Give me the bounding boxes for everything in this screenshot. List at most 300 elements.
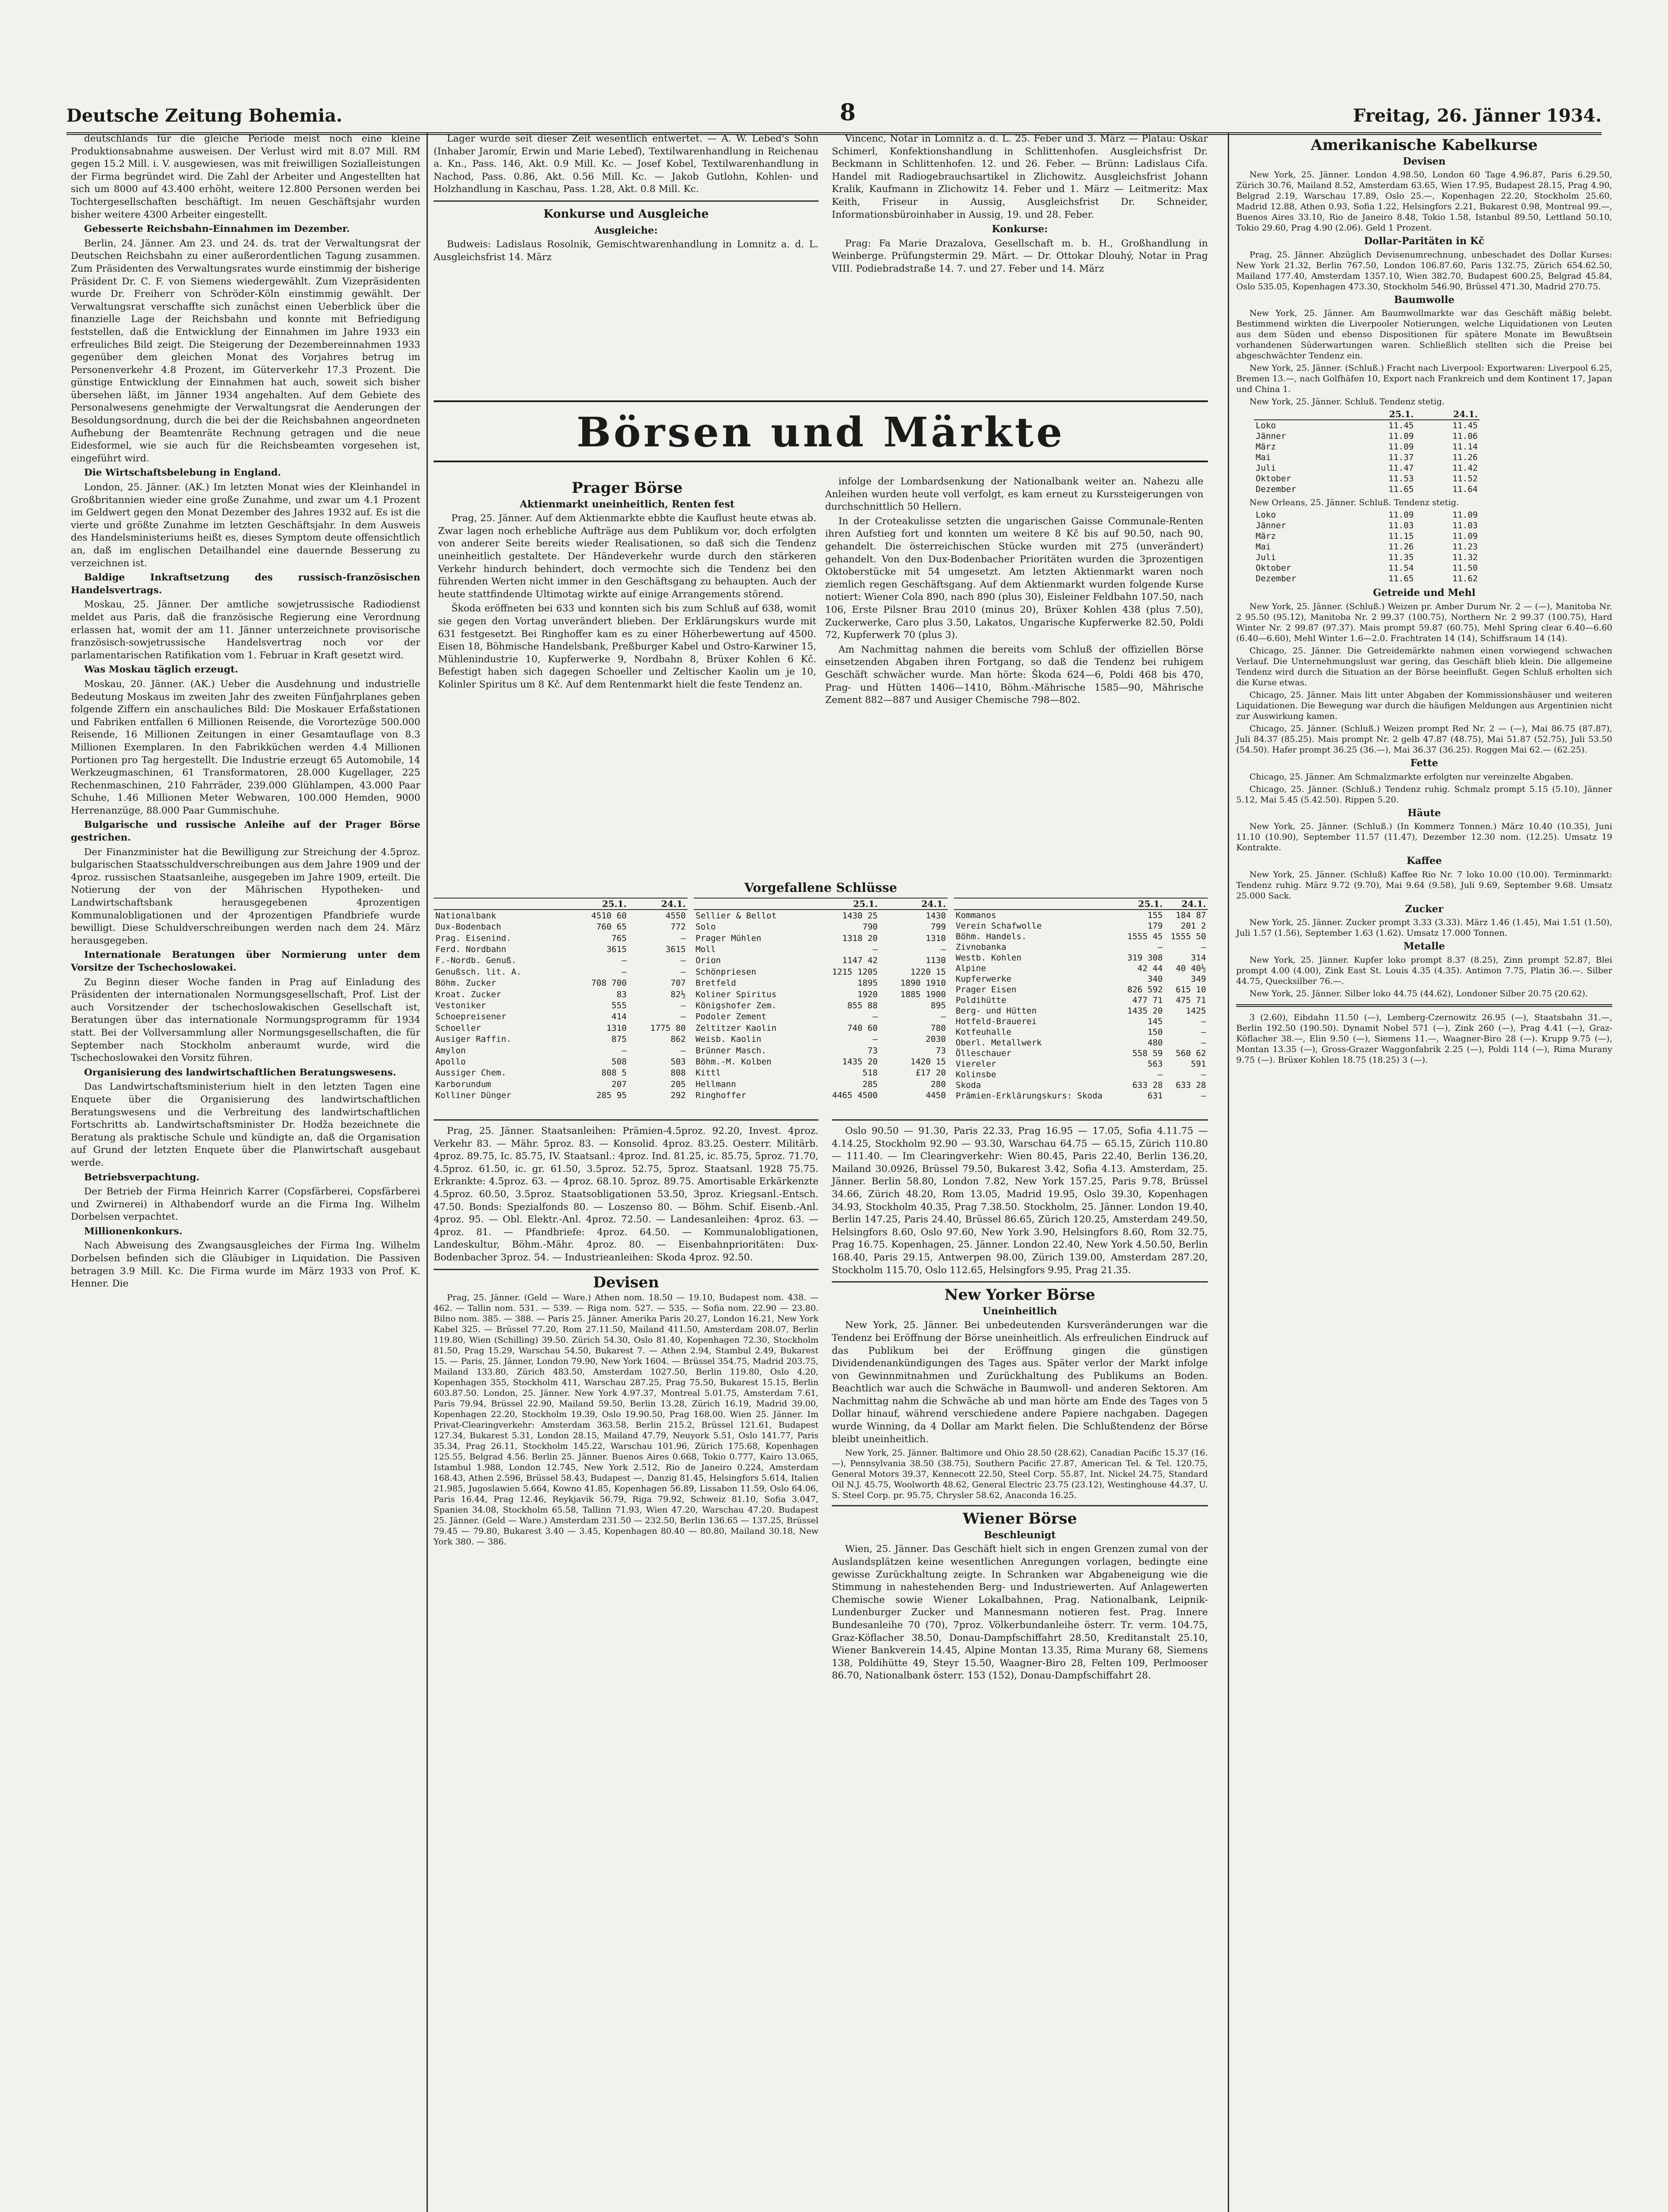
issue-date: Freitag, 26. Jänner 1934.	[1353, 105, 1602, 126]
article-text: New York, 25. Jänner. (Schluß.) Fracht nach Liverpool: Exportwaren: Liverpool 6.25, Bremen 13.—, nach Golfhäfen 10, Export nach Frankreich und dem Kontinent 17, Japan und China 1.	[1236, 363, 1612, 395]
row-value: —	[1201, 1038, 1206, 1048]
column-economy-news	[71, 133, 428, 2212]
row-value: —	[680, 1001, 686, 1010]
row-value: 11.09	[1388, 510, 1414, 520]
row-value: 11.42	[1452, 463, 1478, 473]
row-value: 285 95	[596, 1091, 627, 1101]
row-value: 11.32	[1452, 553, 1478, 563]
table-row	[954, 1006, 1208, 1016]
article-heading: Bulgarische und russische Anleihe auf der Prager Börse gestrichen.	[71, 819, 420, 844]
row-label: Oktober	[1256, 563, 1291, 573]
row-value: —	[1201, 1017, 1206, 1026]
table-row	[434, 1011, 688, 1022]
row-label: Moll	[696, 944, 716, 954]
row-label: Böhm. Handels.	[956, 932, 1027, 941]
row-label: Juli	[1256, 463, 1276, 473]
section-subtitle: Fette	[1410, 757, 1438, 769]
row-label: Dezember	[1256, 484, 1296, 495]
row-label: Böhm. Zucker	[435, 978, 496, 988]
row-value: 340	[1147, 974, 1163, 984]
article-heading: Die Wirtschaftsbelebung in England.	[84, 467, 281, 479]
article-text: New York, 25. Jänner. London 4.98.50, London 60 Tage 4.96.87, Paris 6.29.50, Zürich 30.76, Mailand 8.52, Amsterdam 63.65, Wien 17.95, Budapest 28.15, Prag 4.90, Belgrad 2.19, Warschau 17.89, Oslo 25.—, Kopenhagen 22.20, Stockholm 25.60, Madrid 12.88, Athen 0.93, Sofia 1.22, Helsingfors 2.21, Bukarest 0.98, Montreal 99.—, Buenos Aires 33.10, Rio de Janeiro 8.48, Tokio 1.58, Istanbul 89.50, Lettland 50.10, Tokio 29.60, Prag 4.90 (2.06). Geld 1 Prozent.	[1236, 170, 1612, 233]
row-value: —	[622, 956, 627, 966]
table-row	[434, 910, 688, 921]
row-value: 799	[930, 922, 946, 932]
table-row	[434, 933, 688, 944]
article-heading: Organisierung des landwirtschaftlichen Beratungswesens.	[84, 1067, 396, 1078]
row-label: März	[1256, 442, 1276, 452]
row-value: 855 88	[847, 1001, 878, 1010]
table-row	[1254, 573, 1480, 584]
row-label: Mai	[1256, 453, 1271, 463]
section-title: Wiener Börse	[962, 1510, 1077, 1528]
article-text: Wien, 25. Jänner. Das Geschäft hielt sich in engen Grenzen zumal von der Auslandsplätzen keine wesentlichen Anregungen vorlagen, bedingte eine gewisse Zurückhaltung zeigte. In Schranken war Abgabeneigung wie die Stimmung in nahestehenden Berg- und Industriewerten. Auf Anlagewerten Chemische sowie Wiener Lokalbahnen, Prag. Nationalbank, Leipnik-Lundenburger Zucker und Mannesmann notieren fest. Prag. Innere Bundesanleihe 70 (70), 7proz. Völkerbundanleihe österr. Tr. verm. 104.75, Graz-Köflacher 38.50, Donau-Dampfschiffahrt 28.50, Kreditanstalt 25.10, Wiener Bankverein 14.45, Alpine Montan 13.35, Rima Murany 68, Siemens 138, Poldihütte 49, Steyr 15.50, Waagner-Biro 28, Felten 109, Perlmooser 86.70, Nationalbank österr. 153 (152), Donau-Dampfschiffahrt 28.	[832, 1544, 1208, 1682]
row-value: 11.03	[1388, 521, 1414, 531]
table-row	[1254, 452, 1480, 463]
section-subtitle: Uneinheitlich	[982, 1305, 1057, 1317]
row-value: 1215 1205	[832, 967, 878, 977]
row-value: 4450	[926, 1091, 946, 1101]
row-value: 518	[862, 1068, 878, 1078]
row-value: 563	[1147, 1059, 1163, 1069]
table-row	[954, 963, 1208, 974]
table-row	[434, 1056, 688, 1067]
table-row	[1254, 541, 1480, 552]
article-text: Berlin, 24. Jänner. Am 23. und 24. ds. trat der Verwaltungsrat der Deutschen Reichsbahn zu einer außerordentlichen Tagung zusammen. Zum Präsidenten des Verwaltungsrates wurde einstimmig der bisherige Präsident Dr. C. F. von Siemens wiedergewählt. Zum Vizepräsidenten wurde Dr. Freiherr von Schröder-Köln einstimmig gewählt. Der Verwaltungsrat verschaffte sich zunächst einen Ueberblick über die finanzielle Lage der Reichsbahn und konnte mit Befriedigung feststellen, daß die Entwicklung der Einnahmen im Jahre 1933 ein erfreuliches Bild zeigt. Die Steigerung der Dezembereinnahmen 1933 gegenüber dem gleichen Monat des Vorjahres betrug im Personenverkehr 4.8 Prozent, im Güterverkehr 17.3 Prozent. Die günstige Entwicklung der Einnahmen hat auch, soweit sich bisher übersehen läßt, im Jänner 1934 angehalten. Auf dem Gebiete des Personalwesens genehmigte der Verwaltungsrat die Aenderungen der Besoldungsordnung, durch die bei der die Reichsbahnen angeordneten Aufhebung der Beamtenräte Rechnung getragen und die neue Eidesformel, wie sie auch für die Reichsbeamten vorgesehen ist, eingeführt wird.	[71, 238, 420, 464]
row-label: Apollo	[435, 1057, 466, 1067]
row-value: 11.47	[1388, 463, 1414, 473]
row-value: 82½	[670, 989, 686, 999]
row-value: 11.09	[1452, 510, 1478, 520]
row-label: Vestoniker	[435, 1001, 486, 1010]
article-heading: Gebesserte Reichsbahn-Einnahmen im Dezember.	[84, 223, 350, 235]
table-row	[694, 977, 948, 988]
row-label: Hotfeld-Brauerei	[956, 1017, 1037, 1026]
article-text: Am Nachmittag nahmen die bereits vom Schluß der offiziellen Börse einsetzenden Abgaben ihren Fortgang, so daß die Tendenz bei ruhigem Geschäft schwächer wurde. Man hörte: Škoda 624—6, Poldi 468 bis 470, Prag- und Hütten 1406—1410, Böhm.-Mährische 1585—90, Mährische Zement 882—887 und Ausiger Chemische 798—802.	[825, 644, 1203, 706]
row-label: Kittl	[696, 1068, 721, 1078]
table-row	[694, 1090, 948, 1101]
article-heading: Betriebsverpachtung.	[84, 1171, 200, 1183]
row-value: 591	[1191, 1059, 1206, 1069]
table-row	[954, 1091, 1208, 1101]
row-value: 179	[1147, 921, 1163, 931]
row-value: 1555 45	[1127, 932, 1163, 941]
table-row	[954, 1059, 1208, 1069]
table-row	[1254, 563, 1480, 573]
table-row	[954, 952, 1208, 963]
row-value: £17 20	[915, 1068, 946, 1078]
row-label: Prager Mühlen	[696, 933, 761, 943]
row-value: 11.09	[1388, 442, 1414, 452]
table-row	[694, 1056, 948, 1067]
column-konkurse-cont	[832, 133, 1208, 277]
article-text: New York, 25. Jänner. Am Baumwollmarkte war das Geschäft mäßig belebt. Bestimmend wirkten die Liverpooler Notierungen, welche Liquidationen von Leuten aus dem Süden und ebenso Dispositionen für spätere Monate im Bewußtsein vorhandenen Süderwartungen waren. Schließlich stellten sich die Preise bei abgeschwächter Tendenz ein.	[1236, 308, 1612, 361]
article-text: Chicago, 25. Jänner. (Schluß.) Weizen prompt Red Nr. 2 — (—), Mai 86.75 (87.87), Juli 84.37 (85.25). Mais prompt Nr. 2 gelb 47.87 (48.75), Mai 51.87 (52.75), Juli 53.50 (54.50). Hafer prompt 36.25 (36.—), Mai 36.37 (36.25). Roggen Mai 62.— (62.25).	[1236, 723, 1612, 755]
section-subtitle: Häute	[1407, 807, 1441, 819]
row-label: Ringhoffer	[696, 1091, 746, 1101]
row-value: 1775 80	[650, 1023, 686, 1033]
table-row	[954, 910, 1208, 921]
cotton-table-no	[1254, 510, 1480, 584]
row-label: Berg- und Hütten	[956, 1006, 1037, 1016]
row-value: 508	[611, 1057, 627, 1067]
article-text: Zu Beginn dieser Woche fanden in Prag auf Einladung des Präsidenten der internationalen Normungsgesellschaft, Prof. List der auch Vorsitzender der tschechoslowakischen Gesellschaft ist, Beratungen über das internationale Normungsprogramm für 1934 statt. Bei der Vollversammlung aller Normungsgesellschaften, die für September nach Stockholm anberaumt wurde, wird die Tschechoslowakei den Vorsitz führen.	[71, 976, 420, 1064]
section-subtitle: Ausgleiche:	[594, 224, 658, 236]
row-label: Prag. Eisenind.	[435, 933, 511, 943]
row-value: 772	[670, 922, 686, 932]
prager-boerse-left	[434, 476, 821, 709]
row-label: Schönpriesen	[696, 967, 757, 977]
row-value: 708 700	[591, 978, 627, 988]
row-value: —	[941, 1012, 946, 1022]
newspaper-name: Deutsche Zeitung Bohemia.	[66, 105, 342, 126]
article-text: Chicago, 25. Jänner. Mais litt unter Abgaben der Kommissionshäuser und weiteren Liquidationen. Die Bewegung war durch die häufigen Meldungen aus Argentinien nicht zur Auswirkung kamen.	[1236, 690, 1612, 721]
article-text: London, 25. Jänner. (AK.) Im letzten Monat wies der Kleinhandel in Großbritannien wieder eine große Zunahme, und zwar um 4.1 Prozent im Geldwert gegen den Monat Dezember des Jahres 1932 auf. Es ist die vierte und größte Zunahme im letzten Geschäftsjahr. In dem Ausweis des Handelsministeriums heißt es, dieses Symptom deute offensichtlich an, daß im englischen Detailhandel eine dauernde Besserung zu verzeichnen ist.	[71, 482, 420, 569]
row-value: 790	[862, 922, 878, 932]
row-value: —	[622, 1045, 627, 1056]
row-label: F.-Nordb. Genuß.	[435, 956, 517, 966]
row-label: Sellier & Bellot	[696, 910, 777, 921]
row-value: 292	[670, 1091, 686, 1101]
section-title: Devisen	[593, 1273, 659, 1291]
row-label: Mai	[1256, 542, 1271, 552]
row-label: Poldihütte	[956, 995, 1007, 1005]
table-row	[694, 910, 948, 921]
row-value: 707	[670, 978, 686, 988]
row-value: —	[872, 1012, 878, 1022]
table-row	[434, 966, 688, 977]
section-subtitle: Kaffee	[1407, 855, 1442, 867]
row-value: 11.45	[1388, 421, 1414, 431]
row-value: 4550	[665, 910, 686, 921]
prager-boerse-section	[434, 476, 1208, 709]
table-row	[694, 1034, 948, 1045]
article-text: Prag, 25. Jänner. Abzüglich Devisenumrechnung, unbeschadet des Dollar Kurses: New York 21.32, Berlin 767.50, London 106.87.60, Paris 132.75, Zürich 654.62.50, Mailand 177.40, Amsterdam 1357.10, Wien 382.70, Budapest 600.25, Belgrad 45.84, Oslo 535.05, Kopenhagen 473.30, Stockholm 546.90, Brüssel 471.30, Madrid 270.75.	[1236, 250, 1612, 292]
row-value: 11.26	[1388, 542, 1414, 552]
row-value: 633 28	[1176, 1080, 1206, 1090]
row-value: 83	[616, 989, 627, 999]
row-value: 11.03	[1452, 521, 1478, 531]
row-label: Koliner Spiritus	[696, 989, 777, 999]
table-row	[694, 1011, 948, 1022]
row-value: 1885 1900	[900, 989, 946, 999]
table-row	[434, 944, 688, 955]
row-value: 40 40½	[1176, 964, 1206, 973]
row-label: Juli	[1256, 553, 1276, 563]
row-label: Schoepreisener	[435, 1012, 507, 1022]
row-value: 319 308	[1127, 953, 1163, 963]
row-label: Dezember	[1256, 574, 1296, 584]
article-text: deutschlands für die gleiche Periode meist noch eine kleine Produktionsabnahme ausweisen. Der Verlust wird mit 8.07 Mill. RM gegen 15.2 Mill. i. V. ausgewiesen, was mit freiwilligen Sozialleistungen der Firma begründet wird. Die Zahl der Arbeiter und Angestellten hat sich um 8000 auf 43.400 erhöht, weitere 12.800 Personen werden bei Tochtergesellschaften beschäftigt. Im neuen Geschäftsjahr wurden bisher weitere 4300 Arbeiter eingestellt.	[71, 133, 420, 220]
article-text: Prag: Fa Marie Drazalova, Gesellschaft m. b. H., Großhandlung in Weinberge. Prüfungstermin 29. Märt. — Dr. Ottokar Dlouhý, Notar in Prag VIII. Podiebradstraße 14. 7. und 27. Feber und 14. März	[832, 238, 1208, 274]
row-value: 3615	[606, 944, 627, 954]
row-value: 1890 1910	[900, 978, 946, 988]
row-value: 285	[862, 1079, 878, 1089]
table-row	[434, 1068, 688, 1079]
article-text: Chicago, 25. Jänner. Am Schmalzmarkte erfolgten nur vereinzelte Abgaben.	[1249, 772, 1574, 782]
row-value: 1310	[606, 1023, 627, 1033]
row-value: 4465 4500	[832, 1091, 878, 1101]
row-value: 155	[1147, 910, 1163, 920]
article-text: In der Croteakulisse setzten die ungarischen Gaisse Communale-Renten ihren Aufstieg fort und konnten um weitere 8 Kč bis auf 90.50, nach 90, gehandelt. Die österreichischen Stücke wurden mit 275 (unverändert) gehandelt. Von den Dux-Bodenbacher Prioritäten wurden die 3prozentigen Oktoberstücke mit 54 umgesetzt. Am letzten Aktienmarkt waren noch ziemlich regen Geschäftsgang. Auf dem Aktienmarkt wurden folgende Kurse notiert: Wiener Cola 890, nach 890 (plus 30), Eisleiner Feldbahn 107.50, nach 106, Erste Pilsner Brau 2010 (minus 20), Brüxer Kohlen 438 (plus 7.50), Zuckerwerke, Caro plus 3.50, Lakatos, Ungarische Kupferwerke 82.50, Poldi 72, Kupferwerk 70 (plus 3).	[825, 515, 1203, 641]
table-row	[434, 977, 688, 988]
section-banner: Börsen und Märkte	[434, 400, 1208, 462]
row-label: Loko	[1256, 510, 1276, 520]
table-row	[434, 1090, 688, 1101]
row-value: 2030	[926, 1034, 946, 1045]
row-label: Kroat. Zucker	[435, 989, 501, 999]
row-value: 826 592	[1127, 985, 1163, 995]
section-subtitle: Getreide und Mehl	[1373, 587, 1476, 599]
article-text: Chicago, 25. Jänner. Die Getreidemärkte nahmen einen vorwiegend schwachen Verlauf. Die Unternehmungslust war gering, das Geschäft blieb klein. Die allgemeine Tendenz wird durch die Situation an der Börse beeinflußt. Gegen Schluß erholten sich die Kurse etwas.	[1236, 645, 1612, 687]
article-heading: Baldige Inkraftsetzung des russisch-französischen Handelsvertrags.	[71, 572, 420, 596]
row-value: —	[622, 967, 627, 977]
table-row	[694, 933, 948, 944]
stock-table-3: 25.1. 24.1. Kommanos 155 184 87 Verein Schafwolle 179 201 2 Böhm. Handels. 1555 45 1555 50 Zivnobanka — — Westb. Kohlen 319 308 314 Alpine 42 44 40 40½ Kupferwerke 340 349 Prager Eisen 826 592 615 10 Poldihütte 477 71 475 71 Berg- und Hütten 1435 20 1425 Hotfeld-Brauerei 145 — Kotfeuhalle 150 — Oberl. Metallwerk 480 — Ölleschauer 558 59 560 62 Viereler 563 591 Kolinsbe — — Skoda 633 28 633 28 Prämien-Erklärungskurs: Skoda 631 —	[954, 898, 1208, 1101]
row-value: 895	[930, 1001, 946, 1010]
row-value: 740 60	[847, 1023, 878, 1033]
article-text: New York, 25. Jänner. (Schluß.) Weizen pr. Amber Durum Nr. 2 — (—), Manitoba Nr. 2 95.50 (95.12), Manitoba Nr. 2 99.37 (100.75), Northern Nr. 2 99.37 (100.75), Hard Winter Nr. 2 99.87 (97.37). Mais prompt 59.87 (60.75), Mehl Spring clear 6.40—6.60 (6.40—6.60), Mehl Winter 1.6—2.0. Frachtraten 14 (14), Schiffsraum 14 (14).	[1236, 601, 1612, 643]
article-text: Lager wurde seit dieser Zeit wesentlich entwertet. — A. W. Lebed's Sohn (Inhaber Jaromír, Erwin und Marie Lebeď), Textilwarenhandlung in Reichenau a. Kn., Pass. 146, Akt. 0.9 Mill. Kc. — Josef Kobel, Textilwarenhandlung in Nachod, Pass. 0.86, Akt. 0.56 Mill. Kc. — Jakob Gutlohn, Kohlen- und Holzhandlung in Kaschau, Pass. 1.28, Akt. 0.8 Mill. Kc.	[434, 133, 819, 195]
row-value: 555	[611, 1001, 627, 1010]
row-label: Ölleschauer	[956, 1048, 1011, 1058]
table-row	[954, 1048, 1208, 1059]
row-value: 1420 15	[910, 1057, 946, 1067]
row-value: 1435 20	[842, 1057, 878, 1067]
row-value: 11.64	[1452, 484, 1478, 495]
row-value: 3615	[665, 944, 686, 954]
row-label: Zeltitzer Kaolin	[696, 1023, 777, 1033]
row-value: 201 2	[1180, 921, 1206, 931]
article-text: New York, 25. Jänner. Kupfer loko prompt 8.37 (8.25), Zinn prompt 52.87, Blei prompt 4.00 (4.00), Zink East St. Louis 4.35 (4.35). Antimon 7.75, Platin 36.—. Silber 44.75, Quecksilber 76.—.	[1236, 955, 1612, 986]
prager-boerse-right	[821, 476, 1208, 709]
row-value: —	[680, 1045, 686, 1056]
article-text: Oslo 90.50 — 91.30, Paris 22.33, Prag 16.95 — 17.05, Sofia 4.11.75 — 4.14.25, Stockholm 92.90 — 93.30, Warschau 64.75 — 65.15, Zürich 110.80 — 111.40. — Im Clearingverkehr: Wien 80.45, Paris 22.40, Berlin 136.20, Mailand 30.0926, Brüssel 79.50, Bukarest 3.42, Sofia 4.13. Amsterdam, 25. Jänner. Berlin 58.80, London 7.82, New York 157.25, Paris 9.78, Brüssel 34.66, Zürich 48.20, Rom 13.05, Madrid 19.95, Oslo 39.30, Kopenhagen 34.93, Stockholm 40.35, Prag 7.38.50. Stockholm, 25. Jänner. London 19.40, Berlin 147.25, Paris 24.40, Brüssel 86.65, Zürich 120.25, Amsterdam 249.50, Helsingfors 8.60, Oslo 97.60, New York 3.90, Helsingfors 8.60, Rom 32.75, Prag 16.75. Kopenhagen, 25. Jänner. London 22.40, New York 4.50.50, Berlin 168.40, Paris 29.15, Antwerpen 98.00, Zürich 139.00, Amsterdam 287.20, Stockholm 115.70, Oslo 112.65, Helsingfors 9.95, Prag 21.35.	[832, 1125, 1208, 1276]
article-text: Prag, 25. Jänner. Auf dem Aktienmarkte ebbte die Kauflust heute etwas ab. Zwar lagen noch erhebliche Aufträge aus dem Publikum vor, doch erfolgten von anderer Seite bereits wieder Realisationen, so daß sich die Tendenz uneinheitlich gestaltete. Der Händeverkehr wurde durch den stärkeren Verkehr hindurch behindert, doch vermochte sich die Tendenz bei den führenden Werten nicht immer in den Geschäftsgang zu behaupten. Auch der heute stattfindende Ultimotag wirkte auf einige Arrangements störend.	[438, 513, 816, 600]
row-label: Weisb. Kaolin	[696, 1034, 761, 1045]
lower-left-column	[434, 1115, 819, 1684]
table-row	[434, 1045, 688, 1056]
row-value: 184 87	[1176, 910, 1206, 920]
row-label: Oberl. Metallwerk	[956, 1038, 1042, 1048]
row-value: 1147 42	[842, 956, 878, 966]
table-row	[1254, 463, 1480, 473]
table-row	[1254, 531, 1480, 541]
table-row	[954, 1037, 1208, 1048]
row-label: Schoeller	[435, 1023, 481, 1033]
article-text: New York, 25. Jänner. Zucker prompt 3.33 (3.33). März 1.46 (1.45), Mai 1.51 (1.50), Juli 1.57 (1.56), September 1.63 (1.62). Umsatz 17.000 Tonnen.	[1236, 918, 1612, 938]
table-row	[954, 1016, 1208, 1027]
row-value: 808 5	[601, 1068, 627, 1078]
row-value: 862	[670, 1034, 686, 1045]
row-label: Solo	[696, 922, 716, 932]
page-header	[66, 95, 1602, 135]
article-text: Der Finanzminister hat die Bewilligung zur Streichung der 4.5proz. bulgarischen Staatsschuldverschreibungen aus dem Jahre 1909 und der 4proz. russischen Staatsanleihe, ausgegeben im Jahre 1909, erteilt. Die Notierung der von der Mährischen Hypotheken- und Landwirtschaftsbank herausgegebenen 4prozentigen Kommunalobligationen und der 4prozentigen Pfandbriefe wurde bewilligt. Diese Schuldverschreibungen werden nach dem 24. März herausgegeben.	[71, 846, 420, 946]
row-value: 1430	[926, 910, 946, 921]
article-text: infolge der Lombardsenkung der Nationalbank weiter an. Nahezu alle Anleihen wurden heute voll verfolgt, es kam erneut zu Kurssteigerungen von durchschnittlich 50 Hellern.	[825, 476, 1203, 513]
table-row	[1254, 442, 1480, 452]
row-value: 42 44	[1137, 964, 1163, 973]
table-row	[1254, 510, 1480, 520]
row-label: Oktober	[1256, 474, 1291, 484]
row-value: 1430 25	[842, 910, 878, 921]
row-value: 633 28	[1132, 1080, 1163, 1090]
row-value: 207	[611, 1079, 627, 1089]
row-value: —	[1201, 1070, 1206, 1079]
section-subtitle: Konkurse:	[992, 223, 1048, 235]
row-label: Ferd. Nordbahn	[435, 944, 507, 954]
row-value: 11.50	[1452, 563, 1478, 573]
article-text: New York, 25. Jänner. Baltimore und Ohio 28.50 (28.62), Canadian Pacific 15.37 (16.—), Pennsylvania 38.50 (38.75), Southern Pacific 27.87, American Tel. & Tel. 120.75, General Motors 39.37, Kennecott 22.50, Steel Corp. 55.87, Int. Nickel 24.75, Standard Oil N.J. 45.75, Woolworth 48.62, General Electric 23.75 (23.12), Westinghouse 44.37, U. S. Steel Corp. pr. 95.75, Chrysler 58.62, Anaconda 16.25.	[832, 1448, 1208, 1501]
row-value: 4510 60	[591, 910, 627, 921]
table-row	[694, 1000, 948, 1011]
row-label: Königshofer Zem.	[696, 1001, 777, 1010]
row-label: Bretfeld	[696, 978, 736, 988]
row-label: Westb. Kohlen	[956, 953, 1022, 963]
table-row	[434, 1079, 688, 1090]
row-label: Prämien-Erklärungskurs: Skoda	[956, 1091, 1103, 1101]
section-subtitle: Baumwolle	[1394, 294, 1455, 306]
article-text: Budweis: Ladislaus Rosolnik, Gemischtwarenhandlung in Lomnitz a. d. L. Ausgleichsfrist 14. März	[434, 239, 819, 263]
row-value: —	[1201, 942, 1206, 952]
row-label: Kommanos	[956, 910, 996, 920]
row-value: 1310	[926, 933, 946, 943]
row-value: 1220 15	[910, 967, 946, 977]
lower-right-column	[832, 1115, 1208, 1684]
section-title: Konkurse und Ausgleiche	[543, 207, 709, 221]
table-row	[694, 921, 948, 932]
row-value: 560 62	[1176, 1048, 1206, 1058]
row-label: Podoler Zement	[696, 1012, 767, 1022]
article-heading: Was Moskau täglich erzeugt.	[84, 664, 238, 676]
stock-tables	[434, 880, 1208, 1101]
table-row	[1254, 431, 1480, 442]
table-row	[434, 1000, 688, 1011]
table-row	[694, 1079, 948, 1090]
row-label: Genußsch. lit. A.	[435, 967, 522, 977]
row-value: 11.52	[1452, 474, 1478, 484]
row-label: Viereler	[956, 1059, 996, 1069]
lower-markets	[434, 1115, 1208, 1684]
article-text: New York, 25. Jänner. (Schluß) Kaffee Rio Nr. 7 loko 10.00 (10.00). Terminmarkt: Tendenz ruhig. März 9.72 (9.70), Mai 9.64 (9.58), Juli 9.69, September 9.68. Umsatz 25.000 Sack.	[1236, 869, 1612, 901]
row-label: Hellmann	[696, 1079, 736, 1089]
row-value: 280	[930, 1079, 946, 1089]
table-row	[954, 974, 1208, 984]
row-value: 875	[611, 1034, 627, 1045]
row-value: 73	[867, 1045, 878, 1056]
row-value: 1435 20	[1127, 1006, 1163, 1016]
section-title: New Yorker Börse	[944, 1286, 1095, 1304]
table-row	[954, 995, 1208, 1006]
row-value: 1895	[857, 978, 878, 988]
article-heading: Millionenkonkurs.	[84, 1225, 183, 1237]
row-value: —	[680, 933, 686, 943]
section-subtitle: Beschleunigt	[984, 1529, 1056, 1541]
row-value: 475 71	[1176, 995, 1206, 1005]
row-label: Orion	[696, 956, 721, 966]
section-subtitle: Dollar-Paritäten in Kč	[1364, 235, 1485, 247]
table-row	[1254, 484, 1480, 495]
row-value: 1130	[926, 956, 946, 966]
row-value: 11.62	[1452, 574, 1478, 584]
row-value: 477 71	[1132, 995, 1163, 1005]
column-american-cables	[1228, 133, 1612, 2212]
page-number: 8	[839, 99, 856, 126]
table-row	[694, 1045, 948, 1056]
row-value: 11.35	[1388, 553, 1414, 563]
row-value: 1920	[857, 989, 878, 999]
row-value: —	[680, 1012, 686, 1022]
article-text: Moskau, 25. Jänner. Der amtliche sowjetrussische Radiodienst meldet aus Paris, daß die französische Regierung eine Verordnung erlassen hat, womit der am 11. Jänner unterzeichnete provisorische französisch-sowjetrussische Handelsvertrag noch vor der parlamentarischen Ratifikation vom 1. Februar in Kraft gesetzt wird.	[71, 599, 420, 661]
table-row	[954, 1069, 1208, 1080]
column-konkurse	[434, 133, 819, 265]
table-row	[954, 1027, 1208, 1037]
table-row	[694, 1022, 948, 1033]
row-value: —	[1201, 1027, 1206, 1037]
row-value: —	[1157, 942, 1163, 952]
section-subtitle: Metalle	[1403, 941, 1445, 952]
table-row	[694, 955, 948, 966]
article-text: 3 (2.60), Eibdahn 11.50 (—), Lemberg-Czernowitz 26.95 (—), Staatsbahn 31.—, Berlin 192.50 (190.50). Dynamit Nobel 571 (—), Zink 260 (—), Prag 4.41 (—), Graz-Köflacher 38.—, Elin 9.50 (—), Siemens 11.—, Waagner-Biro 28 (—). Krupp 9.75 (—), Montan 13.35 (—), Gross-Grazer Waggonfabrik 2.25 (—), Poldi 114 (—), Rima Murany 9.75 (—). Brüxer Kohlen 18.75 (18.25) 3 (—).	[1236, 1012, 1612, 1065]
table-row	[954, 942, 1208, 952]
row-label: Jänner	[1256, 521, 1286, 531]
row-label: Böhm.-M. Kolben	[696, 1057, 772, 1067]
row-value: —	[1201, 1091, 1206, 1101]
row-label: März	[1256, 531, 1276, 541]
row-label: Skoda	[956, 1080, 981, 1090]
table-row	[954, 1080, 1208, 1091]
table-row	[694, 944, 948, 955]
table-row	[434, 955, 688, 966]
stock-table-2: 25.1. 24.1. Sellier & Bellot 1430 25 1430 Solo 790 799 Prager Mühlen 1318 20 1310 Moll — — Orion 1147 42 1130 Schönpriesen 1215 1205 1220 15 Bretfeld 1895 1890 1910 Koliner Spiritus 1920 1885 1900 Königshofer Zem. 855 88 895 Podoler Zement — — Zeltitzer Kaolin 740 60 780 Weisb. Kaolin — 2030 Brünner Masch. 73 73 Böhm.-M. Kolben 1435 20 1420 15 Kittl 518 £17 20 Hellmann 285 280 Ringhoffer 4465 4500 4450	[694, 898, 948, 1101]
row-value: —	[680, 967, 686, 977]
article-text: Prag, 25. Jänner. Staatsanleihen: Prämien-4.5proz. 92.20, Invest. 4proz. Verkehr 83. — Mähr. 5proz. 83. — Konsolid. 4proz. 83.25. Oesterr. Militärb. 4proz. 89.75, Ic. 85.75, IV. Staatsanl.: 4proz. Ind. 81.25, ic. 85.75, 5proz. 71.70, 4.5proz. 61.50, ic. gr. 61.50, 3.5proz. 52.75, 5proz. Staatsanl. 1928 75.75. Erkrankte: 4.5proz. 63. — 4proz. 68.10. 5proz. 89.75. Amortisable Erkärkenzte 4.5proz. 60.50, 3.5proz. Staatsobligationen 53.50, 3proz. Kriegsanl.-Entsch. 47.50. Bonds: Spezialfonds 80. — Loszenso 80. — Böhm. Schif. Eisenb.-Anl. 4proz. 95. — Obl. Elektr.-Anl. 4proz. 72.50. — Landesanleihen: 4proz. 63. — 4proz. 81. — Pfandbriefe: 4proz. 64.50. — Kommunalobligationen, Landeskultur, Böhm.-Mähr. 4proz. 80. — Eisenbahnprioritäten: Dux-Bodenbacher 3proz. 54. — Industrieanleihen: Skoda 4proz. 92.50.	[434, 1125, 819, 1263]
row-value: 558 59	[1132, 1048, 1163, 1058]
table-row	[1254, 473, 1480, 484]
row-label: Dux-Bodenbach	[435, 922, 501, 932]
row-value: 1425	[1186, 1006, 1206, 1016]
article-text: Der Betrieb der Firma Heinrich Karrer (Copsfärberei, Copsfärberei und Zwirnerei) in Althabendorf wurde an die Firma Ing. Wilhelm Dorbelsen verpachtet.	[71, 1186, 420, 1223]
table-row	[694, 1068, 948, 1079]
article-text: Vincenc, Notar in Lomnitz a. d. L. 25. Feber und 3. März — Platau: Oskar Schimerl, Konfektionshandlung in Schlittenhofen. Ausgleichsfrist Dr. Beckmann in Schlittenhofen. 12. und 26. Feber. — Brünn: Ladislaus Cifa. Handel mit Radiogebrauchsartikel in Zlichowitz. Ausgleichsfrist Johann Kralik, Kaufmann in Zlichowitz 14. Feber und 1. März — Leitmeritz: Max Keith, Friseur in Aussig, Ausgleichsfrist Dr. Schneider, Informationsbüroinhaber in Aussig, 19. und 28. Feber.	[832, 133, 1208, 220]
row-value: 314	[1191, 953, 1206, 963]
row-label: Kolinsbe	[956, 1070, 996, 1079]
row-value: 11.15	[1388, 531, 1414, 541]
table-title: Vorgefallene Schlüsse	[744, 880, 897, 895]
article-text: Chicago, 25. Jänner. (Schluß.) Tendenz ruhig. Schmalz prompt 5.15 (5.10), Jänner 5.12, Mai 5.45 (5.42.50). Rippen 5.20.	[1236, 784, 1612, 805]
row-value: 150	[1147, 1027, 1163, 1037]
article-text: Škoda eröffneten bei 633 und konnten sich bis zum Schluß auf 638, womit sie gegen den Vortag unverändert blieben. Der Erklärungskurs wurde mit 631 festgesetzt. Bei Ringhoffer kam es zu einer Höherbewertung auf 4500. Eisen 18, Böhmische Handelsbank, Preßburger Kabel und Ostro-Karwiner 15, Mühlenindustrie 10, Kupferwerke 9, Nordbahn 8, Brüxer Kohlen 6 Kč. Befestigt haben sich dagegen Schoeller und Zeltischer Kaolin um je 10, Kolinler Spiritus um 8 Kč. Auf dem Rentenmarkt hielt die feste Tendenz an.	[438, 603, 816, 690]
table-row	[1254, 520, 1480, 531]
row-value: 11.14	[1452, 442, 1478, 452]
row-value: —	[872, 944, 878, 954]
article-text: New York, 25. Jänner. Schluß. Tendenz stetig.	[1249, 397, 1445, 407]
article-text: Das Landwirtschaftsministerium hielt in den letzten Tagen eine Enquete über die Organisierung des landwirtschaftlichen Beratungswesens und die Verbreitung des landwirtschaftlichen Fortschritts ab. Landwirtschaftsminister Dr. Hodža bezeichnete die Beratung als praktische Schule und kündigte an, daß die Organisation auf Grund der letzten Enquete über die Planwirtschaft ausgebaut werde.	[71, 1081, 420, 1168]
table-row	[1254, 420, 1480, 431]
table-row	[694, 966, 948, 977]
article-text: Moskau, 20. Jänner. (AK.) Ueber die Ausdehnung und industrielle Bedeutung Moskaus im zweiten Jahr des zweiten Fünfjahrplanes geben folgende Ziffern ein anschauliches Bild: Die Moskauer Erfaßstationen und Fabriken entfallen 6 Millionen Reisende, die Vorortezüge 500.000 Reisende, 16 Millionen Zeitungen in einer Gesamtauflage von 8.3 Millionen Exemplaren. In den Fabrikküchen werden 4.4 Millionen Portionen pro Tag hergestellt. Die Industrie erzeugt 65 Automobile, 14 Werkzeugmaschinen, 61 Transformatoren, 28.000 Kugellager, 225 Rechenmaschinen, 210 Fahrräder, 239.000 Glühlampen, 43.000 Paar Schuhe, 1.46 Millionen Meter Webwaren, 100.000 Hemden, 9000 Herrenanzüge, 88.000 Paar Gummischuhe.	[71, 678, 420, 816]
row-value: 615 10	[1176, 985, 1206, 995]
row-label: Verein Schafwolle	[956, 921, 1042, 931]
row-value: —	[680, 956, 686, 966]
section-subtitle: Devisen	[1403, 155, 1446, 167]
row-value: 503	[670, 1057, 686, 1067]
row-label: Kolliner Dünger	[435, 1091, 511, 1101]
row-value: 11.09	[1388, 431, 1414, 442]
row-value: 631	[1147, 1091, 1163, 1101]
row-value: 11.53	[1388, 474, 1414, 484]
row-value: 480	[1147, 1038, 1163, 1048]
